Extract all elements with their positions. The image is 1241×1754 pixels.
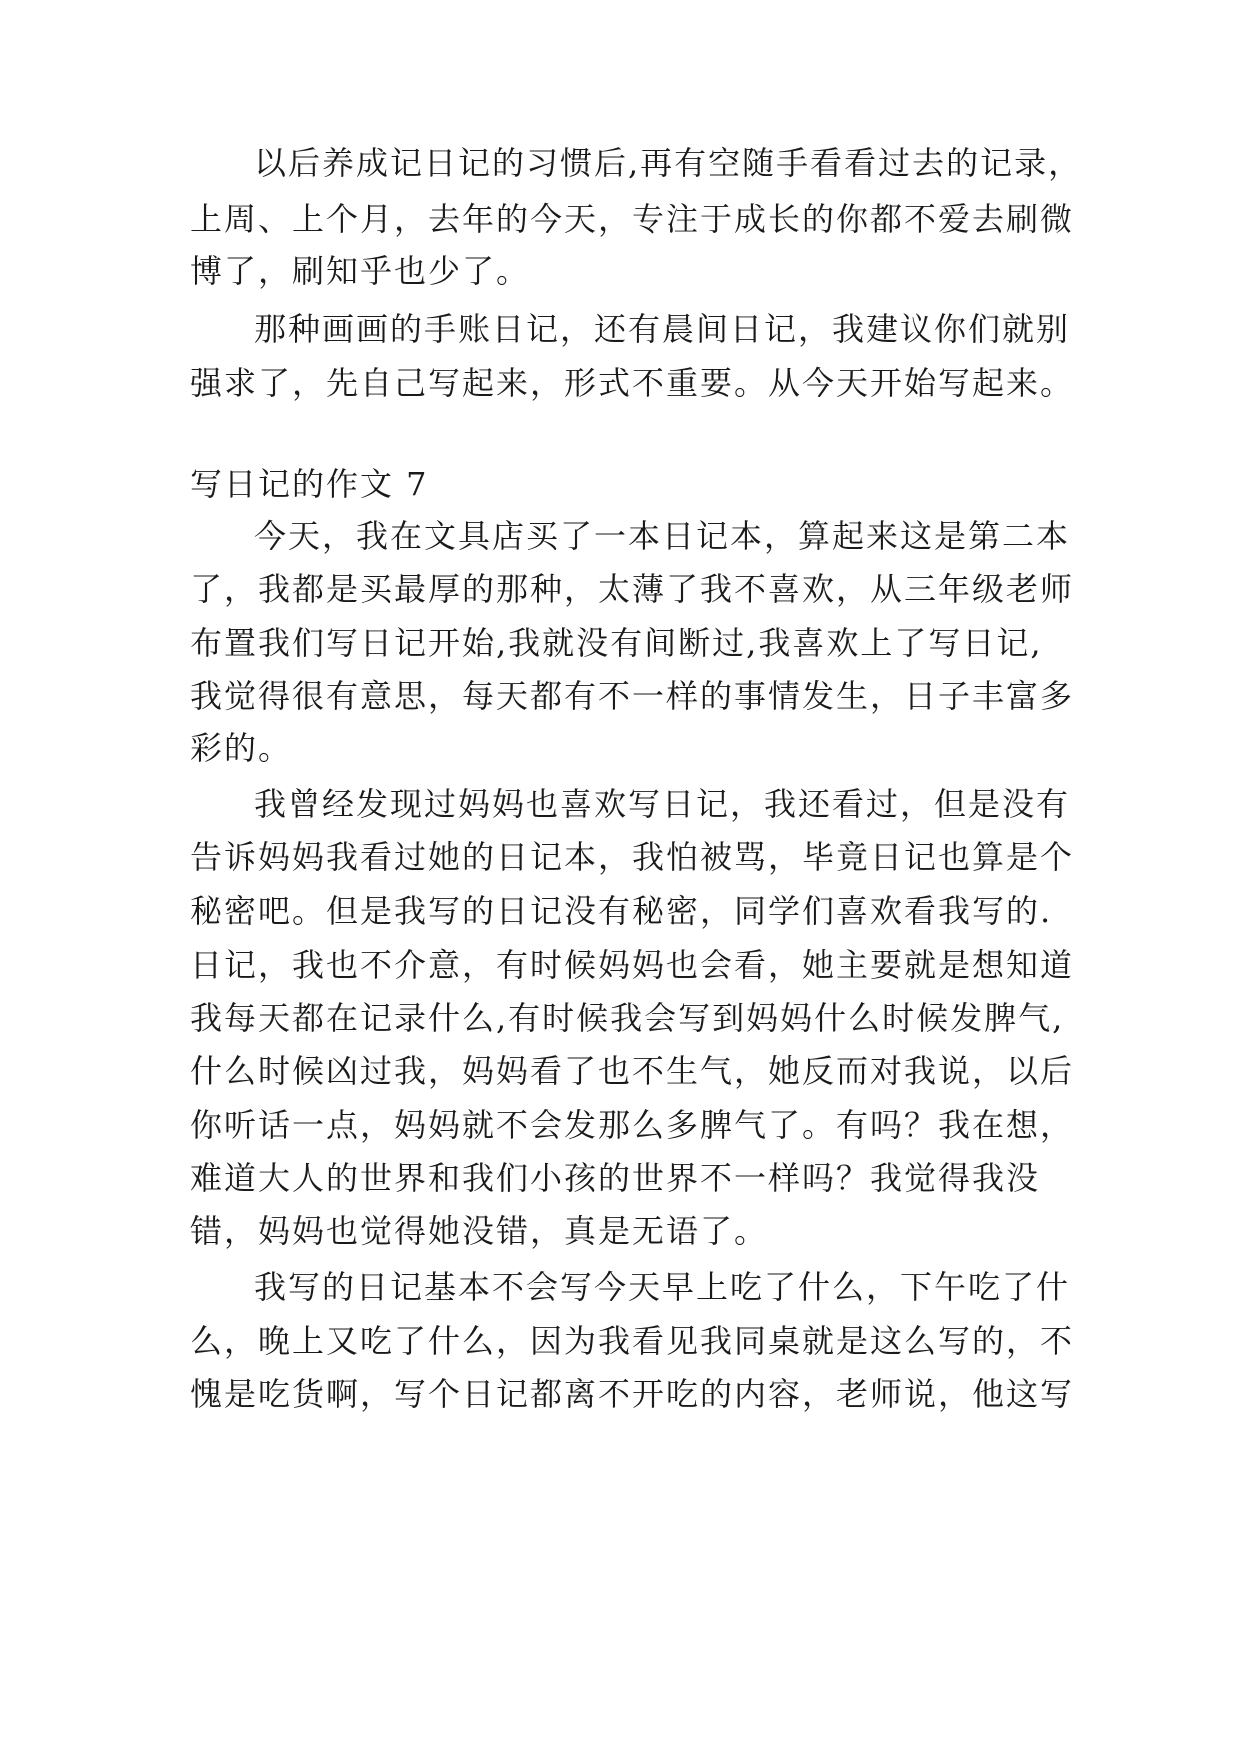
paragraph-line: 日记，我也不介意，有时候妈妈也会看，她主要就是想知道 — [190, 946, 1075, 984]
paragraph-line: 今天，我在文具店买了一本日记本，算起来这是第二本 — [254, 517, 1071, 555]
paragraph-line: 彩的。 — [190, 729, 293, 767]
paragraph-line: 以后养成记日记的习惯后,再有空随手看看过去的记录， — [254, 144, 1083, 182]
paragraph-line: 我每天都在记录什么,有时候我会写到妈妈什么时候发脾气, — [190, 999, 1065, 1037]
paragraph-line: 什么时候凶过我，妈妈看了也不生气，她反而对我说，以后 — [190, 1052, 1075, 1090]
paragraph-line: 愧是吃货啊，写个日记都离不开吃的内容，老师说，他这写 — [190, 1375, 1075, 1413]
paragraph-line: 我写的日记基本不会写今天早上吃了什么，下午吃了什 — [254, 1268, 1071, 1306]
paragraph-line: 博了，刷知乎也少了。 — [190, 252, 531, 290]
paragraph-line: 上周、上个月，去年的今天，专注于成长的你都不爱去刷微 — [190, 200, 1075, 238]
paragraph-line: 你听话一点，妈妈就不会发那么多脾气了。有吗？我在想， — [190, 1106, 1075, 1144]
paragraph-line: 么，晚上又吃了什么，因为我看见我同桌就是这么写的，不 — [190, 1322, 1075, 1360]
paragraph-line: 难道大人的世界和我们小孩的世界不一样吗？我觉得我没 — [190, 1159, 1041, 1197]
section-heading: 写日记的作文 7 — [190, 465, 429, 503]
paragraph-line: 告诉妈妈我看过她的日记本，我怕被骂，毕竟日记也算是个 — [190, 838, 1075, 876]
paragraph-line: 强求了，先自己写起来，形式不重要。从今天开始写起来。 — [190, 364, 1075, 402]
paragraph-line: 了，我都是买最厚的那种，太薄了我不喜欢，从三年级老师 — [190, 570, 1075, 608]
document-body — [190, 0, 1083, 1754]
paragraph-line: 我曾经发现过妈妈也喜欢写日记，我还看过，但是没有 — [254, 785, 1071, 823]
paragraph-line: 布置我们写日记开始,我就没有间断过,我喜欢上了写日记, — [190, 624, 1043, 662]
paragraph-line: 我觉得很有意思，每天都有不一样的事情发生，日子丰富多 — [190, 677, 1075, 715]
paragraph-line: 错，妈妈也觉得她没错，真是无语了。 — [190, 1212, 769, 1250]
paragraph-line: 秘密吧。但是我写的日记没有秘密，同学们喜欢看我写的. — [190, 892, 1053, 930]
paragraph-line: 那种画画的手账日记，还有晨间日记，我建议你们就别 — [254, 310, 1071, 348]
